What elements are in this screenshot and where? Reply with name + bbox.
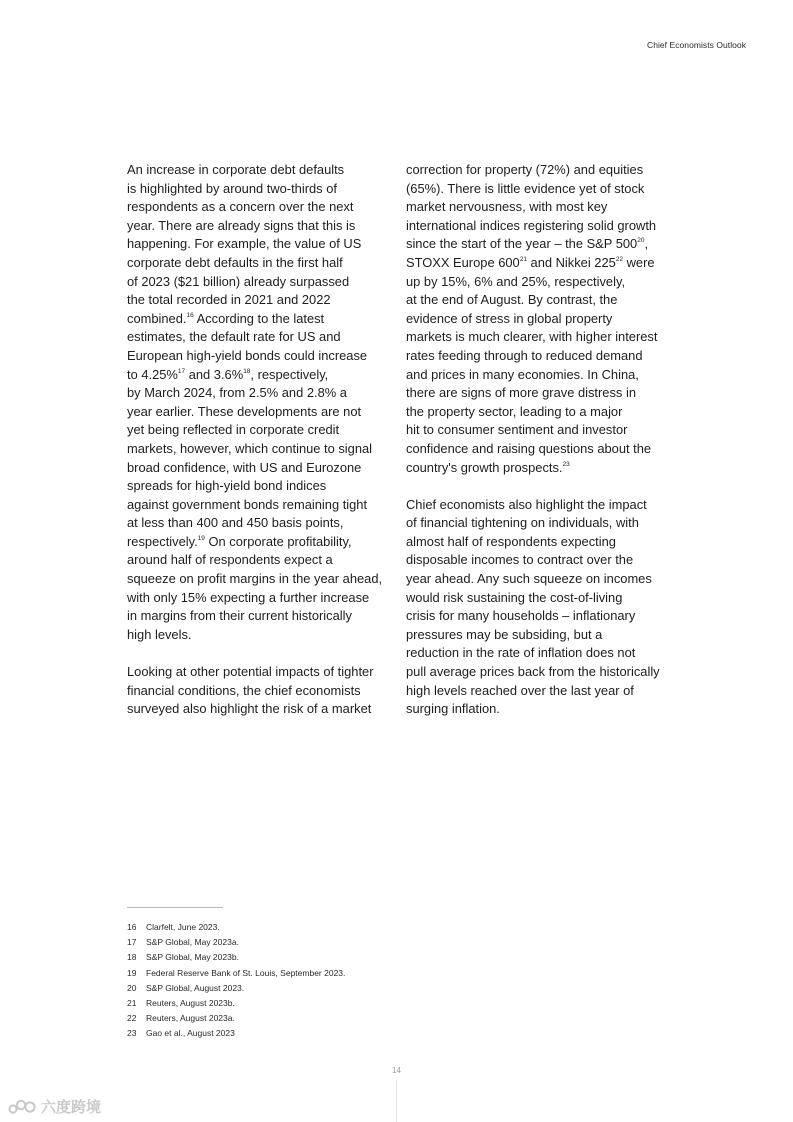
footnote-number: 16 — [127, 922, 137, 932]
footnote-item — [127, 996, 345, 1011]
right-column — [406, 161, 668, 719]
watermark-text: 六度跨境 — [41, 1098, 102, 1116]
footnote-number: 20 — [127, 982, 137, 993]
footnote-item — [127, 966, 345, 981]
footnote-item — [127, 950, 345, 965]
footnote-item — [127, 1011, 345, 1026]
footnote-ref-20[interactable]: 20 — [637, 237, 645, 245]
footnote-item — [127, 935, 345, 950]
footnote-divider — [127, 907, 223, 908]
footnote-text: Clarfelt, June 2023. — [146, 922, 220, 932]
footnote-number: 19 — [127, 967, 137, 978]
left-paragraph-1: An increase in corporate debt defaults is highlighted by around two-thirds of respondents as a concern over the next year. There are already signs that this is happening. For example, the value of US corporate debt defaults in the first half of 2023 ($21 billion) already surpassed the total recorded in 2021 and 2022 combined.$^{16}$ According to the latest estimates, the default rate for US and European high-yield bonds could increase to 4.25%$^{17}$ and 3.6%$^{18}$, respectively, by March 2024, from 2.5% and 2.8% a year earlier. These developments are not yet being reflected in corporate credit markets, however, which continue to signal broad confidence, with US and Eurozone spreads for high-yield bond indices against government bonds remaining tight at less than 400 and 450 basis points, respectively.$^{19}$ On corporate profitability, around half of respondents expect a squeeze on profit margins in the year ahead, with only 15% expecting a further increase in margins from their current historically high levels. — [127, 162, 383, 642]
footnote-text: S&P Global, August 2023. — [146, 982, 245, 993]
left-column — [127, 161, 389, 719]
footnote-ref-18[interactable]: 18 — [243, 367, 251, 375]
footnote-ref-19[interactable]: 19 — [197, 534, 205, 542]
right-paragraph-1: correction for property (72%) and equities (65%). There is little evidence yet of stock market nervousness, with most key international indices registering solid growth since the start of the year – the S&P $500^{20}$, STOXX Europe $600^{21}$ and Nikkei $225^{22}$ were up by 15%, 6% and 25%, respectively, at the end of August. By contrast, the evidence of stress in global property markets is much clearer, with higher interest rates feeding through to reduced demand and prices in many economies. In China, there are signs of more grave distress in the property sector, leading to a major hit to consumer sentiment and investor confidence and raising questions about the country's growth prospects.$^{23}$ — [406, 162, 658, 475]
footnote-number: 18 — [127, 952, 137, 963]
right-paragraph-2: Chief economists also highlight the impact of financial tightening on individuals, with almost half of respondents expecting disposable incomes to contract over the year ahead. Any such squeeze on incomes would risk sustaining the cost-of-living crisis for many households – inflationary pressures may be subsiding, but a reduction in the rate of inflation does not pull average prices back from the historically high levels reached over the last year of surging inflation. — [406, 496, 660, 717]
page-number: 14 — [392, 1066, 401, 1075]
footnote-text: Reuters, August 2023b. — [146, 998, 235, 1009]
footnotes-list — [127, 920, 345, 1042]
footnote-number: 17 — [127, 937, 137, 948]
footnote-ref-21[interactable]: 21 — [519, 255, 527, 263]
footnote-text: S&P Global, May 2023b. — [146, 952, 239, 963]
watermark-logo-icon — [8, 1098, 38, 1116]
footnote-number: 22 — [127, 1013, 137, 1024]
footnote-text: Gao et al., August 2023 — [146, 1028, 235, 1039]
footnote-number: 21 — [127, 998, 137, 1009]
footnote-item — [127, 981, 345, 996]
page-divider — [396, 1080, 397, 1122]
running-header: Chief Economists Outlook — [647, 40, 746, 50]
footnote-ref-23[interactable]: 23 — [562, 460, 570, 468]
footnote-text: S&P Global, May 2023a. — [146, 937, 239, 948]
footnote-ref-17[interactable]: 17 — [177, 367, 186, 375]
footnote-text: Federal Reserve Bank of St. Louis, September 2023. — [146, 967, 346, 978]
footnote-ref-22[interactable]: 22 — [615, 255, 624, 263]
watermark — [8, 1096, 101, 1117]
footnote-item — [127, 920, 345, 935]
footnote-number: 23 — [127, 1028, 137, 1039]
footnote-item — [127, 1026, 345, 1041]
footnote-text: Reuters, August 2023a. — [146, 1013, 235, 1024]
footnote-ref-16[interactable]: 16 — [186, 311, 194, 319]
left-paragraph-2: Looking at other potential impacts of tighter financial conditions, the chief economists surveyed also highlight the risk of a market — [127, 664, 374, 717]
